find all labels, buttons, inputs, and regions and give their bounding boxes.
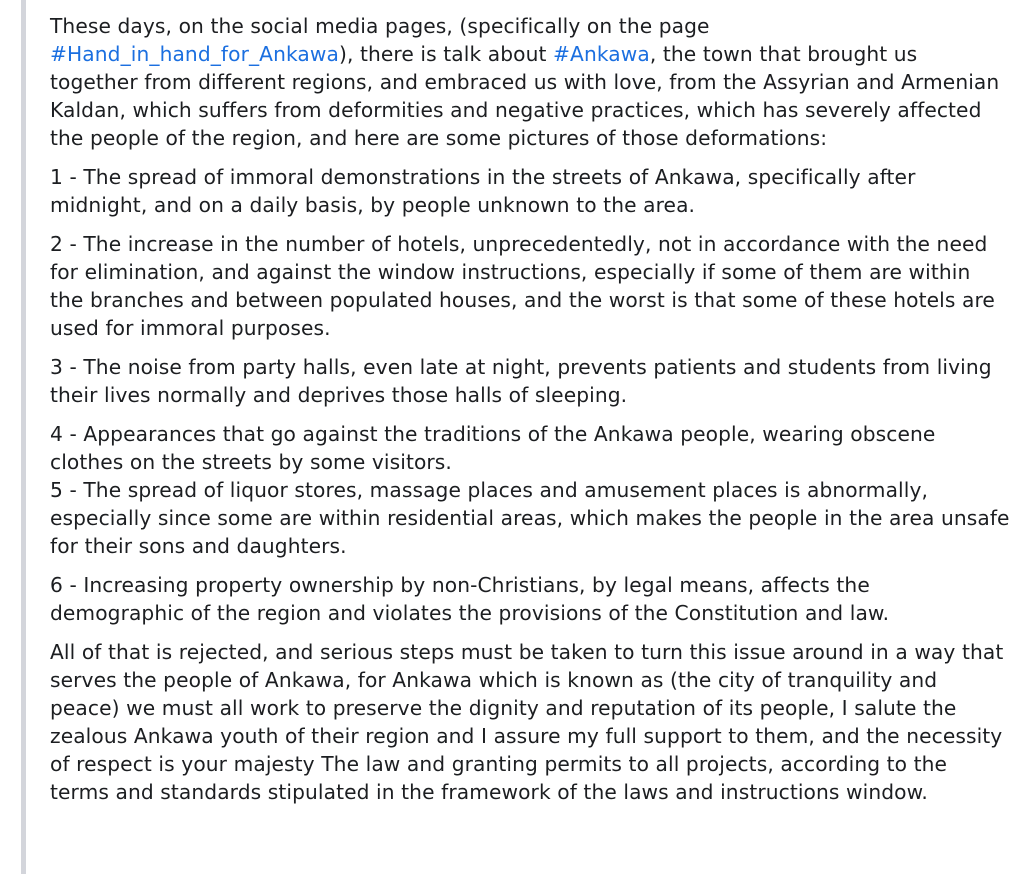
point-6: 6 - Increasing property ownership by non-Christians, by legal means, affects the demographic of the region and violates the provisions of the Constitution and law.: [50, 573, 890, 625]
intro-text-start: These days, on the social media pages, (specifically on the page: [50, 14, 710, 38]
post-conclusion: All of that is rejected, and serious steps must be taken to turn this issue around in a way that serves the people of Ankawa, for Ankawa which is known as (the city of tranquility and peace) we must all work to preserve the dignity and reputation of its people, I salute the zealous Ankawa youth of their region and I assure my full support to them, and the necessity of respect is your majesty The law and granting permits to all projects, according to the terms and standards stipulated in the framework of the laws and instructions window.: [50, 640, 1004, 804]
quote-bar: [21, 0, 26, 874]
intro-text-end: , the town that brought us together from different regions, and embraced us with love, from the Assyrian and Armenian Kaldan, which suffers from deformities and negative practices, which has severely affected the people of the region, and here are some pictures of those deformations:: [50, 42, 1000, 150]
intro-text-middle: ), there is talk about: [338, 42, 554, 66]
point-2: 2 - The increase in the number of hotels, unprecedentedly, not in accordance with the need for elimination, and against the window instructions, especially if some of them are within the branches and between populated houses, and the worst is that some of these hotels are used for immoral purposes.: [50, 232, 995, 340]
post-body: [50, 12, 1010, 817]
hashtag-hand-in-hand-for-ankawa[interactable]: #Hand_in_hand_for_Ankawa: [50, 42, 339, 66]
post-intro: [50, 12, 1010, 152]
point-4: 4 - Appearances that go against the traditions of the Ankawa people, wearing obscene clothes on the streets by some visitors.: [50, 422, 936, 474]
point-5: 5 - The spread of liquor stores, massage places and amusement places is abnormally, especially since some are within residential areas, which makes the people in the area unsafe for their sons and daughters.: [50, 478, 1010, 558]
point-1: 1 - The spread of immoral demonstrations in the streets of Ankawa, specifically after midnight, and on a daily basis, by people unknown to the area.: [50, 165, 916, 217]
hashtag-ankawa[interactable]: #Ankawa: [553, 42, 650, 66]
point-3: 3 - The noise from party halls, even late at night, prevents patients and students from living their lives normally and deprives those halls of sleeping.: [50, 355, 992, 407]
